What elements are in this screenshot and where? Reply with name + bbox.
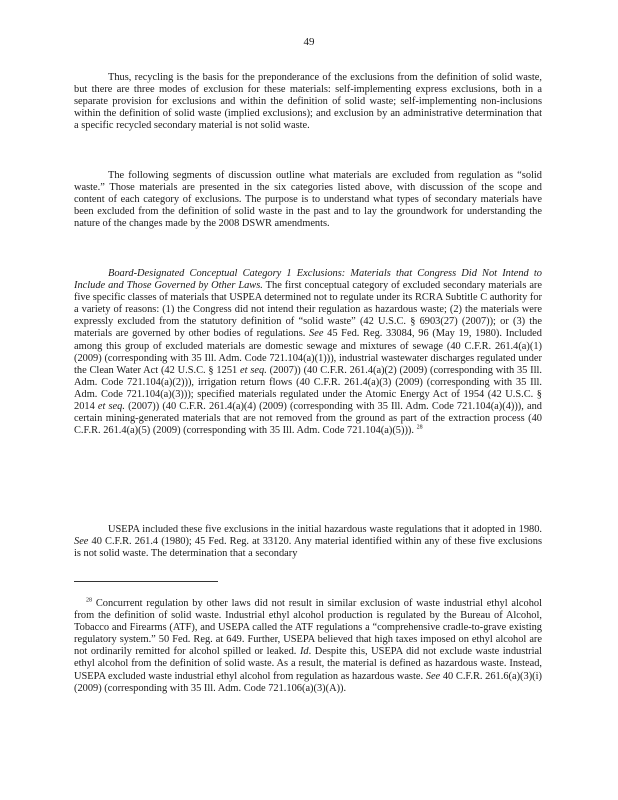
citation-signal: et seq. bbox=[97, 401, 125, 413]
paragraph-text: USEPA included these five exclusions in the initial hazardous waste regulations that it adopted in 1980. bbox=[108, 524, 542, 535]
paragraph-text: 45 Fed. Reg. 33084, 96 (May 19, 1980). Included among this group of excluded materials are domestic sewage and mixtures of sewage (40 C.F.R. 261.4(a)(1) (2009) (corresponding with 35 Ill. Adm. Code 721.104(a)(1))), industrial wastewater discharges regulated under the Clean Water Act (42 U.S.C. § 1251 bbox=[74, 328, 542, 376]
paragraph-recycling-exclusions: Thus, recycling is the basis for the preponderance of the exclusions from the definition of solid waste, but there are three modes of exclusion for these materials: self-implementing express exclusions, both in a separate provision for exclusions and within the definition of solid waste; self-implementing non-inclusions within the definition of solid waste (implied exclusions); and exclusion by an administrative determination that a specific recycled secondary material is not solid waste. bbox=[74, 72, 542, 132]
footnote-text: . Despite this, USEPA did not exclude waste industrial ethyl alcohol from the definition of solid waste. As a result, the material is defined as hazardous waste. Instead, USEPA excluded waste industrial ethyl alcohol from regulation as hazardous waste. bbox=[74, 646, 542, 682]
citation-signal: See bbox=[309, 328, 324, 340]
page-number: 49 bbox=[303, 36, 315, 48]
section-heading: Board-Designated Conceptual Category 1 Exclusions: Materials that Congress Did Not Intend to Include and Those Governed by Other Laws. bbox=[74, 268, 542, 292]
footnote-text: Concurrent regulation by other laws did not result in similar exclusion of waste industrial ethyl alcohol from the definition of solid waste. Industrial ethyl alcohol production is regulated by the Bureau of Alcohol, Tobacco and Firearms (ATF), and USEPA called the ATF regulations a “comprehensive cradle-to-grave existing regulatory system.” 50 Fed. Reg. at 649. Further, USEPA believed that high taxes imposed on ethyl alcohol are not ordinarily remitted for alcohol spilled or leaked. bbox=[74, 598, 542, 658]
footnote-28 bbox=[74, 598, 542, 695]
citation-signal: See bbox=[74, 536, 89, 548]
footnote-divider bbox=[74, 581, 218, 582]
citation-signal: Id bbox=[299, 646, 309, 658]
footnote-reference[interactable]: 28 bbox=[416, 424, 423, 431]
paragraph-following-segments: The following segments of discussion outline what materials are excluded from regulation as “solid waste.” Those materials are presented in the six categories listed above, with discussion of the scope and content of each category of exclusions. The purpose is to understand what types of secondary materials have been excluded from the definition of solid waste in the past and to lay the groundwork for understanding the nature of the changes made by the 2008 DSWR amendments. bbox=[74, 170, 542, 230]
citation-signal: See bbox=[425, 670, 441, 682]
paragraph-category-1-exclusions bbox=[74, 268, 542, 437]
paragraph-text: The first conceptual category of excluded secondary materials are five specific classes of materials that USPEA determined not to regulate under its RCRA Subtitle C authority for a variety of reasons: (1) the Congress did not intend their regulation as hazardous waste; (2) the materials were expressly excluded from the statutory definition of “solid waste” (42 U.S.C. § 6903(27) (2007)); or (3) the materials are governed by other bodies of regulations. bbox=[74, 280, 543, 340]
paragraph-text: (2007)) (40 C.F.R. 261.4(a)(2) (2009) (corresponding with 35 Ill. Adm. Code 721.104(a)(2))), irrigation return flows (40 C.F.R. 261.4(a)(3) (2009) (corresponding with 35 Ill. Adm. Code 721.104(a)(3))); specified materials regulated under the Atomic Energy Act of 1954 (42 U.S.C. § 2014 bbox=[74, 364, 543, 413]
footnote-marker: 28 bbox=[86, 597, 92, 604]
paragraph-text: 40 C.F.R. 261.4 (1980); 45 Fed. Reg. at 33120. Any material identified within any of these five exclusions is not solid waste. The determination that a secondary bbox=[74, 536, 542, 560]
paragraph-initial-regulations bbox=[74, 524, 542, 560]
paragraph-text: (2007)) (40 C.F.R. 261.4(a)(4) (2009) (corresponding with 35 Ill. Adm. Code 721.104(a)(4))), and certain mining-generated materials that are not removed from the ground as part of the extraction process (40 C.F.R. 261.4(a)(5) (2009) (corresponding with 35 Ill. Adm. Code 721.104(a)(5))). bbox=[74, 401, 542, 437]
citation-signal: et seq. bbox=[240, 364, 267, 376]
footnote-text: 40 C.F.R. 261.6(a)(3)(i) (2009) (corresponding with 35 Ill. Adm. Code 721.106(a)(3)(A)). bbox=[74, 670, 542, 694]
